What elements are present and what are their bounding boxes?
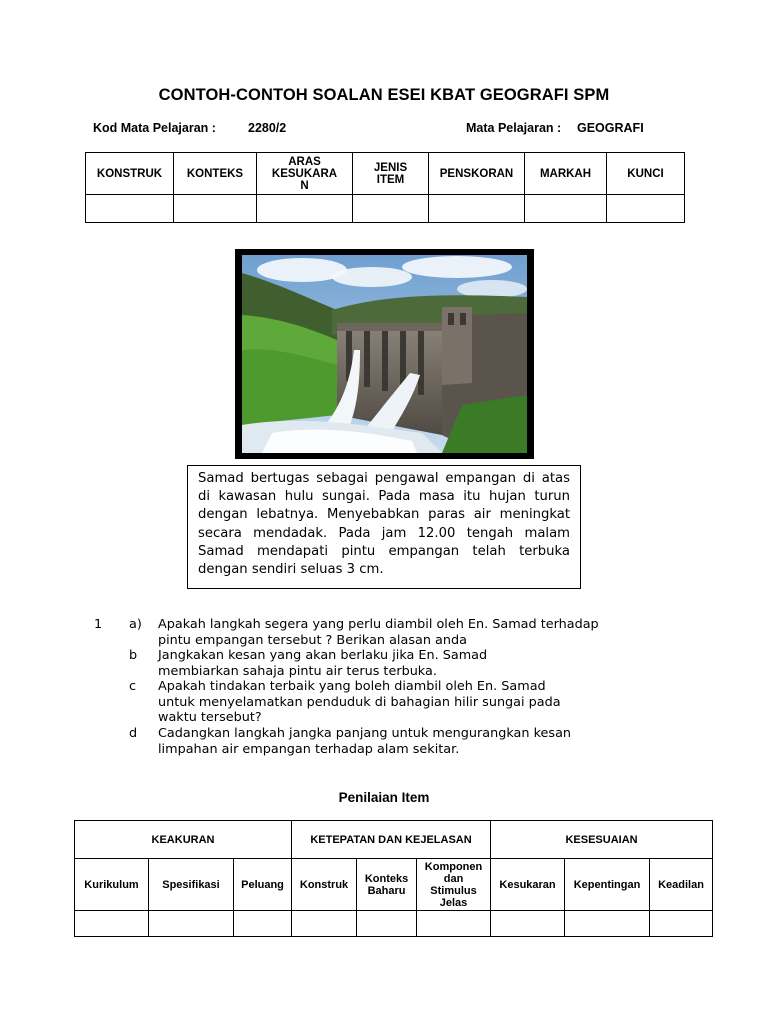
penilaian-subheader-row: [75, 859, 713, 911]
table-cell: [149, 911, 234, 937]
table-cell: [234, 911, 292, 937]
subheader-kurikulum: Kurikulum: [75, 859, 149, 911]
subheader-konstruk: Konstruk: [292, 859, 357, 911]
mata-label: Mata Pelajaran :: [466, 121, 562, 135]
table-cell: [75, 911, 149, 937]
table-cell: [417, 911, 491, 937]
table-cell: [607, 195, 685, 223]
question-c: Apakah tindakan terbaik yang boleh diambil oleh En. Samad untuk menyelamatkan penduduk di bahagian hilir sungai pada waktu tersebut?: [158, 679, 561, 726]
kod-value: 2280/2: [248, 121, 287, 135]
table-cell: [429, 195, 525, 223]
table-cell: [650, 911, 713, 937]
subheader-spesifikasi: Spesifikasi: [149, 859, 234, 911]
header-aras-kesukaran: ARAS KESUKARA N: [257, 153, 353, 195]
scenario-box: [187, 465, 581, 589]
table-cell: [174, 195, 257, 223]
dam-photo-frame: [235, 249, 534, 459]
penilaian-table: [74, 820, 713, 937]
penilaian-title: Penilaian Item: [338, 790, 430, 805]
question-label-a: a): [129, 617, 142, 632]
item-info-empty-row: [86, 195, 685, 223]
header-konteks: KONTEKS: [174, 153, 257, 195]
subheader-keadilan: Keadilan: [650, 859, 713, 911]
dam-photo: [242, 255, 527, 453]
header-markah: MARKAH: [525, 153, 607, 195]
item-info-header-row: [86, 153, 685, 195]
penilaian-group-row: [75, 821, 713, 859]
item-info-table: [85, 152, 685, 223]
table-cell: [257, 195, 353, 223]
page-title: CONTOH-CONTOH SOALAN ESEI KBAT GEOGRAFI SPM: [158, 86, 610, 104]
dam-illustration: [242, 255, 527, 453]
kod-label: Kod Mata Pelajaran :: [93, 121, 216, 135]
table-cell: [86, 195, 174, 223]
group-kesesuaian: KESESUAIAN: [491, 821, 713, 859]
header-jenis-item: JENIS ITEM: [353, 153, 429, 195]
question-b: Jangkakan kesan yang akan berlaku jika En. Samad membiarkan sahaja pintu air terus terbuka.: [158, 648, 488, 679]
header-penskoran: PENSKORAN: [429, 153, 525, 195]
question-label-c: c: [129, 679, 137, 694]
subheader-kesukaran: Kesukaran: [491, 859, 565, 911]
question-label-b: b: [129, 648, 138, 663]
question-d: Cadangkan langkah jangka panjang untuk mengurangkan kesan limpahan air empangan terhadap alam sekitar.: [158, 726, 572, 757]
question-number: 1: [94, 617, 103, 632]
table-cell: [491, 911, 565, 937]
subheader-komponen-stimulus: Komponen dan Stimulus Jelas: [417, 859, 491, 911]
subheader-kepentingan: Kepentingan: [565, 859, 650, 911]
header-konstruk: KONSTRUK: [86, 153, 174, 195]
group-keakuran: KEAKURAN: [75, 821, 292, 859]
subheader-konteks-baharu: Konteks Baharu: [357, 859, 417, 911]
mata-value: GEOGRAFI: [577, 121, 644, 135]
table-cell: [357, 911, 417, 937]
question-a: Apakah langkah segera yang perlu diambil oleh En. Samad terhadap pintu empangan tersebut ? Berikan alasan anda: [158, 617, 599, 648]
table-cell: [525, 195, 607, 223]
group-ketepatan-kejelasan: KETEPATAN DAN KEJELASAN: [292, 821, 491, 859]
question-label-d: d: [129, 726, 138, 741]
table-cell: [292, 911, 357, 937]
subheader-peluang: Peluang: [234, 859, 292, 911]
penilaian-empty-row: [75, 911, 713, 937]
header-kunci: KUNCI: [607, 153, 685, 195]
table-cell: [353, 195, 429, 223]
table-cell: [565, 911, 650, 937]
scenario-text: Samad bertugas sebagai pengawal empangan di atas di kawasan hulu sungai. Pada masa itu hujan turun dengan lebatnya. Menyebabkan paras air meningkat secara mendadak. Pada jam 12.00 tengah malam Samad mendapati pintu empangan telah terbuka dengan sendiri seluas 3 cm.: [198, 471, 570, 578]
